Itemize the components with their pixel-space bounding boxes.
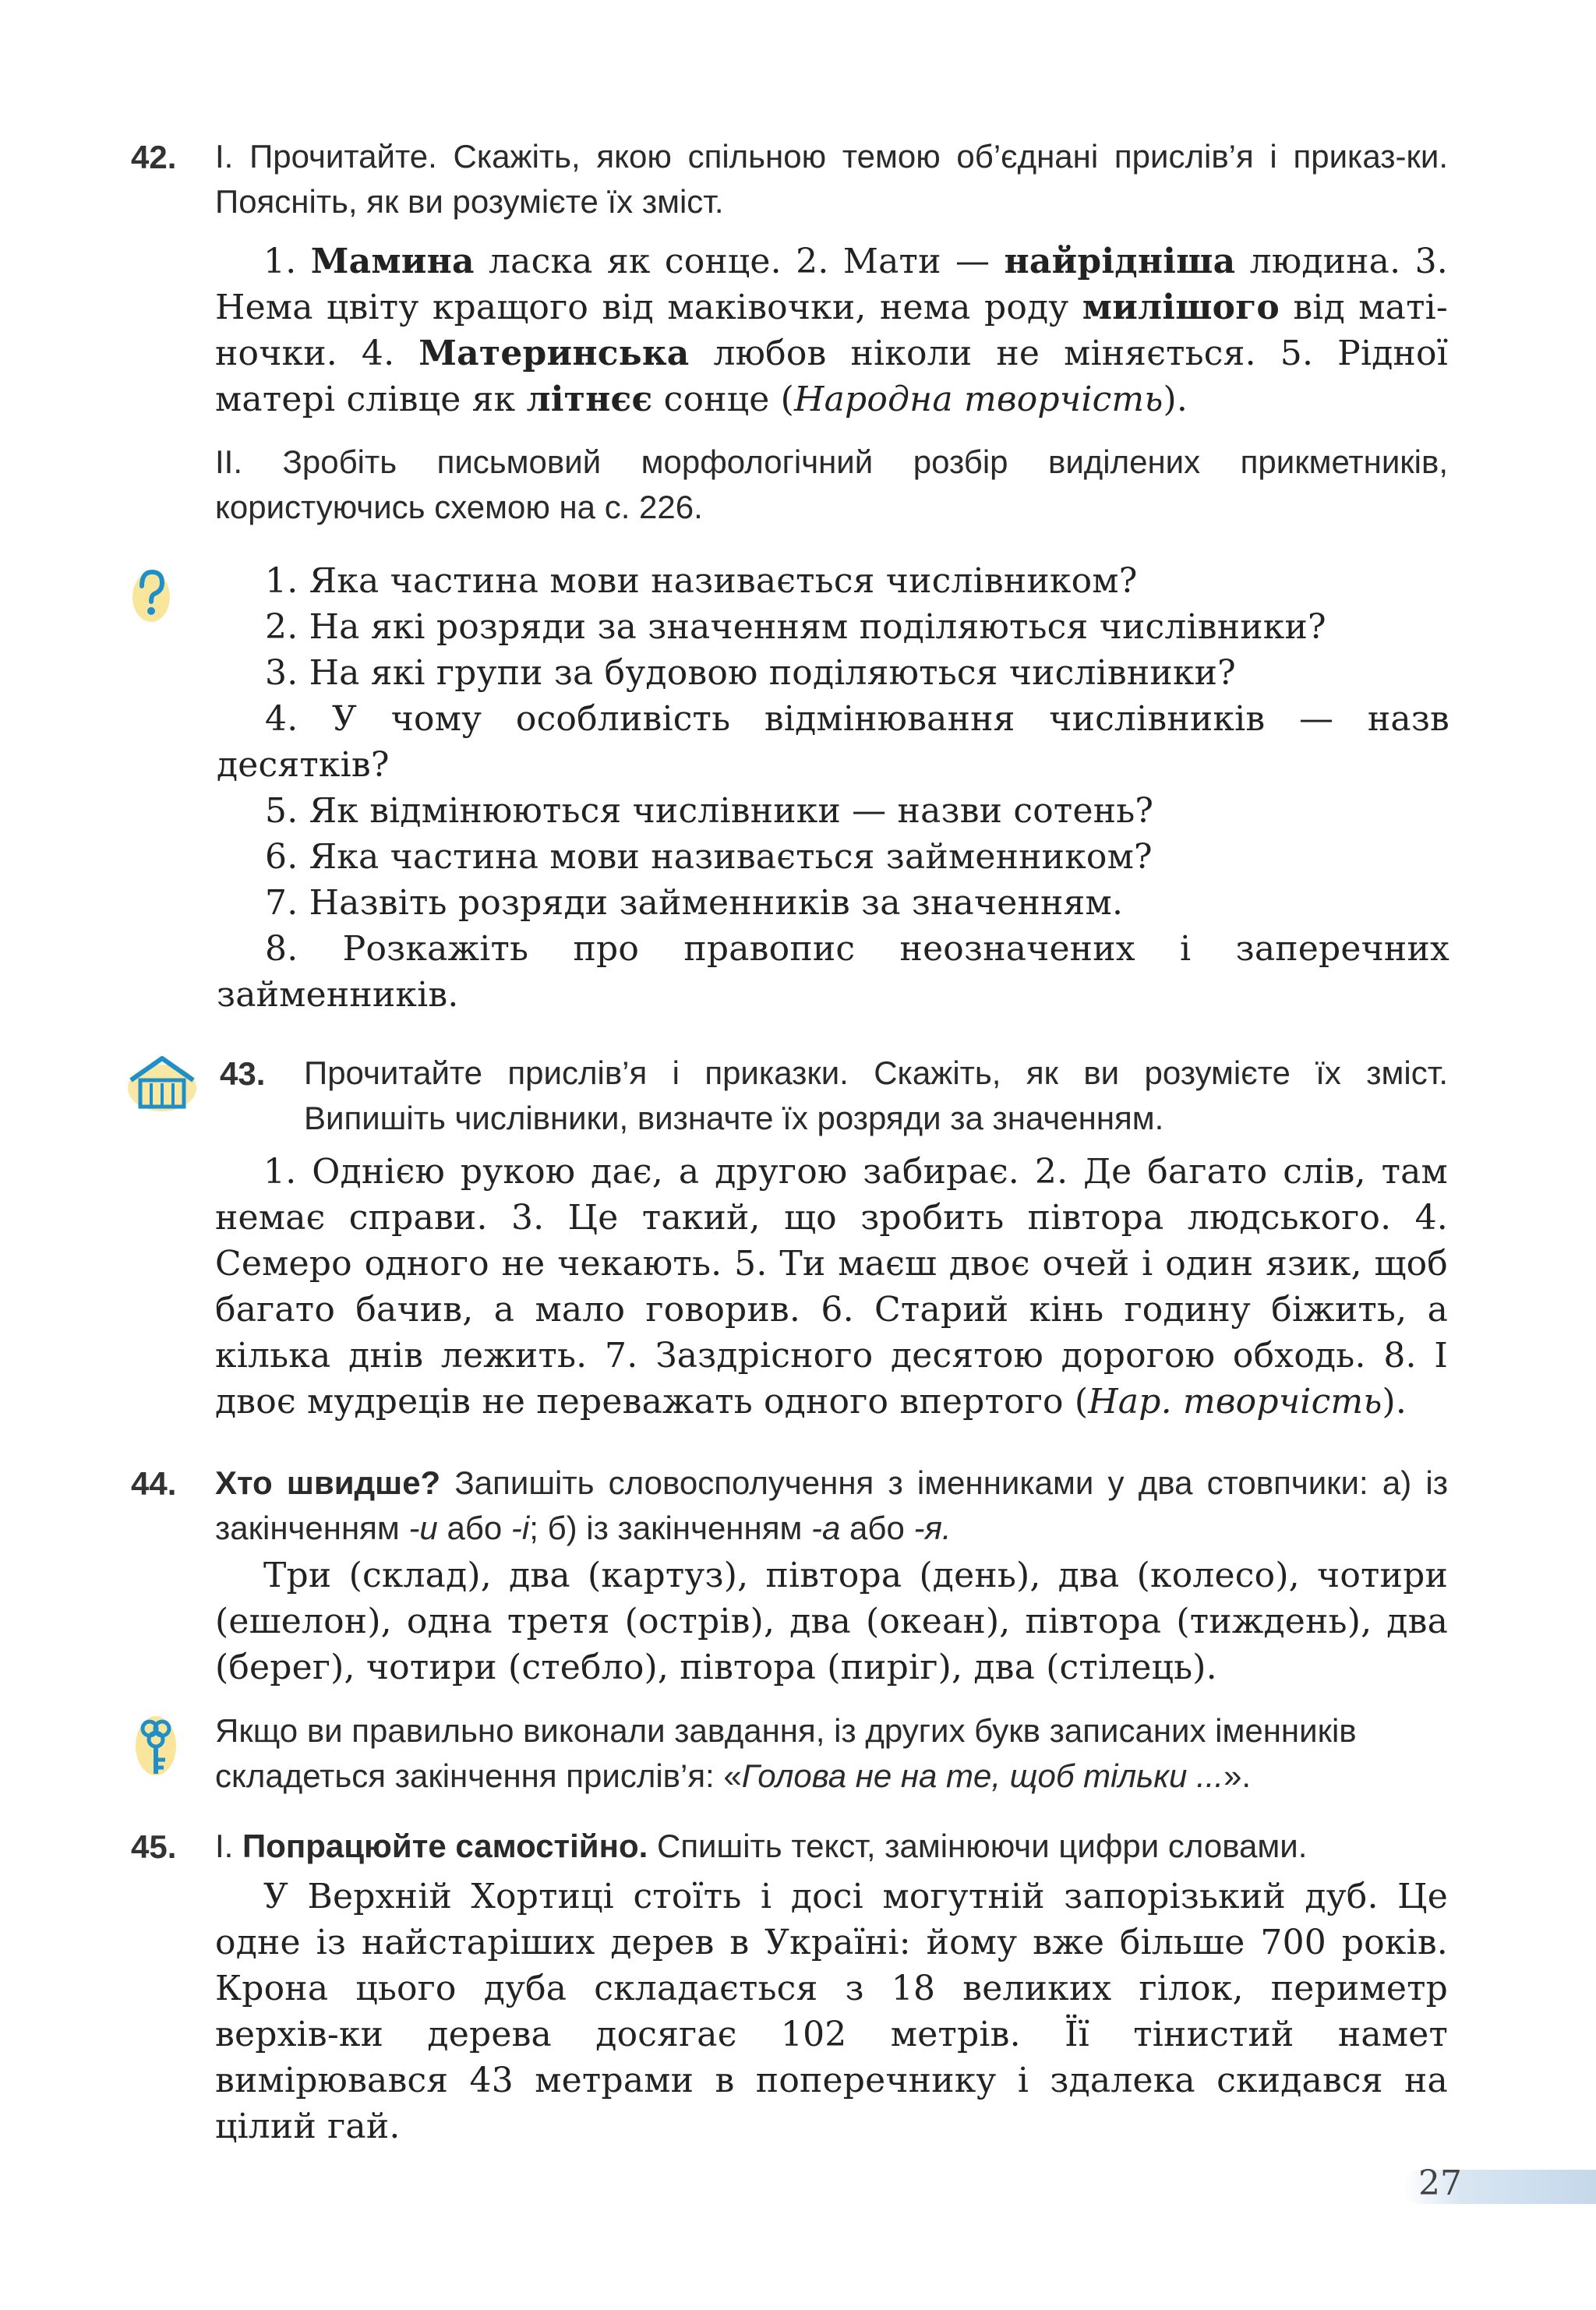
exercise-44-number: 44. bbox=[131, 1465, 177, 1502]
home-icon bbox=[125, 1052, 200, 1114]
exercise-45-number: 45. bbox=[131, 1828, 177, 1865]
exercise-43-instruction: Прочитайте прислів’я і приказки. Скажіть, як ви розумієте їх зміст. Випишіть числівники, визначте їх розряди за значенням. bbox=[304, 1054, 1448, 1136]
exercise-45-instruction: І. Попрацюйте самостійно. Спишіть текст, замінюючи цифри словами. bbox=[215, 1828, 1308, 1864]
key-icon bbox=[134, 1711, 178, 1782]
question-1: 1. Яка частина мови називається числівником? bbox=[265, 561, 1138, 601]
exercise-42-instruction: І. Прочитайте. Скажіть, якою спільною темою об’єднані прислів’я і приказ-ки. Поясніть, як ви розумієте їх зміст. bbox=[215, 138, 1448, 220]
question-2: 2. На які розряди за значенням поділяються числівники? bbox=[265, 607, 1326, 647]
question-3: 3. На які групи за будовою поділяються числівники? bbox=[265, 653, 1236, 693]
question-4: 4. У чому особливість відмінювання числівників — назв десятків? bbox=[217, 699, 1449, 785]
exercise-44-hint: Якщо ви правильно виконали завдання, із других букв записаних іменників складеться закінчення прислів’я: «Голова не на те, щоб тільки ...». bbox=[215, 1712, 1357, 1794]
question-7: 7. Назвіть розряди займенників за значенням. bbox=[265, 883, 1124, 923]
exercise-45-text: У Верхній Хортиці стоїть і досі могутній запорізький дуб. Це одне із найстаріших дерев в Україні: йому вже більше 700 років. Крона цього дуба складається з 18 великих гілок, периметр верхів-ки дерева досягає 102 метрів. Її тінистий намет вимірювався 43 метрами в поперечнику і здалека скидався на цілий гай. bbox=[215, 1877, 1448, 2146]
exercise-44-words: Три (склад), два (картуз), півтора (день), два (колесо), чотири (ешелон), одна третя (острів), два (океан), півтора (тиждень), два (берег), чотири (стебло), півтора (пиріг), два (стілець). bbox=[215, 1556, 1448, 1687]
exercise-44-instruction: Хто швидше? Запишіть словосполучення з іменниками у два стовпчики: а) із закінченням -и або -і; б) із закінченням -а або -я. bbox=[215, 1464, 1448, 1546]
question-6: 6. Яка частина мови називається займенником? bbox=[265, 837, 1153, 877]
exercise-43-proverbs: 1. Однією рукою дає, а другою забирає. 2. Де багато слів, там немає справи. 3. Це такий, що зробить півтора людського. 4. Семеро одного не чекають. 5. Ти маєш двоє очей і один язик, щоб багато бачив, а мало говорив. 6. Старий кінь годину біжить, а кілька днів лежить. 7. Заздрісного десятою дорогою обходь. 8. І двоє мудреців не переважать одного впертого (Нар. творчість). bbox=[215, 1152, 1448, 1422]
page-number: 27 bbox=[1418, 2163, 1462, 2203]
question-8: 8. Розкажіть про правопис неозначених і заперечних займенників. bbox=[217, 929, 1449, 1015]
question-5: 5. Як відмінюються числівники — назви сотень? bbox=[265, 791, 1154, 831]
review-questions bbox=[217, 558, 1449, 1018]
question-icon bbox=[131, 563, 171, 625]
exercise-42-proverbs: 1. Мамина ласка як сонце. 2. Мати — найрідніша людина. 3. Нема цвіту кращого від маківочки, нема роду милішого від маті-ночки. 4. Материнська любов ніколи не міняється. 5. Рідної матері слівце як літнєє сонце (Народна творчість). bbox=[215, 242, 1448, 419]
exercise-43-number: 43. bbox=[220, 1055, 266, 1092]
exercise-42-number: 42. bbox=[131, 139, 177, 175]
exercise-42-task-2: ІІ. Зробіть письмовий морфологічний розбір виділених прикметників, користуючись схемою на с. 226. bbox=[215, 443, 1448, 525]
